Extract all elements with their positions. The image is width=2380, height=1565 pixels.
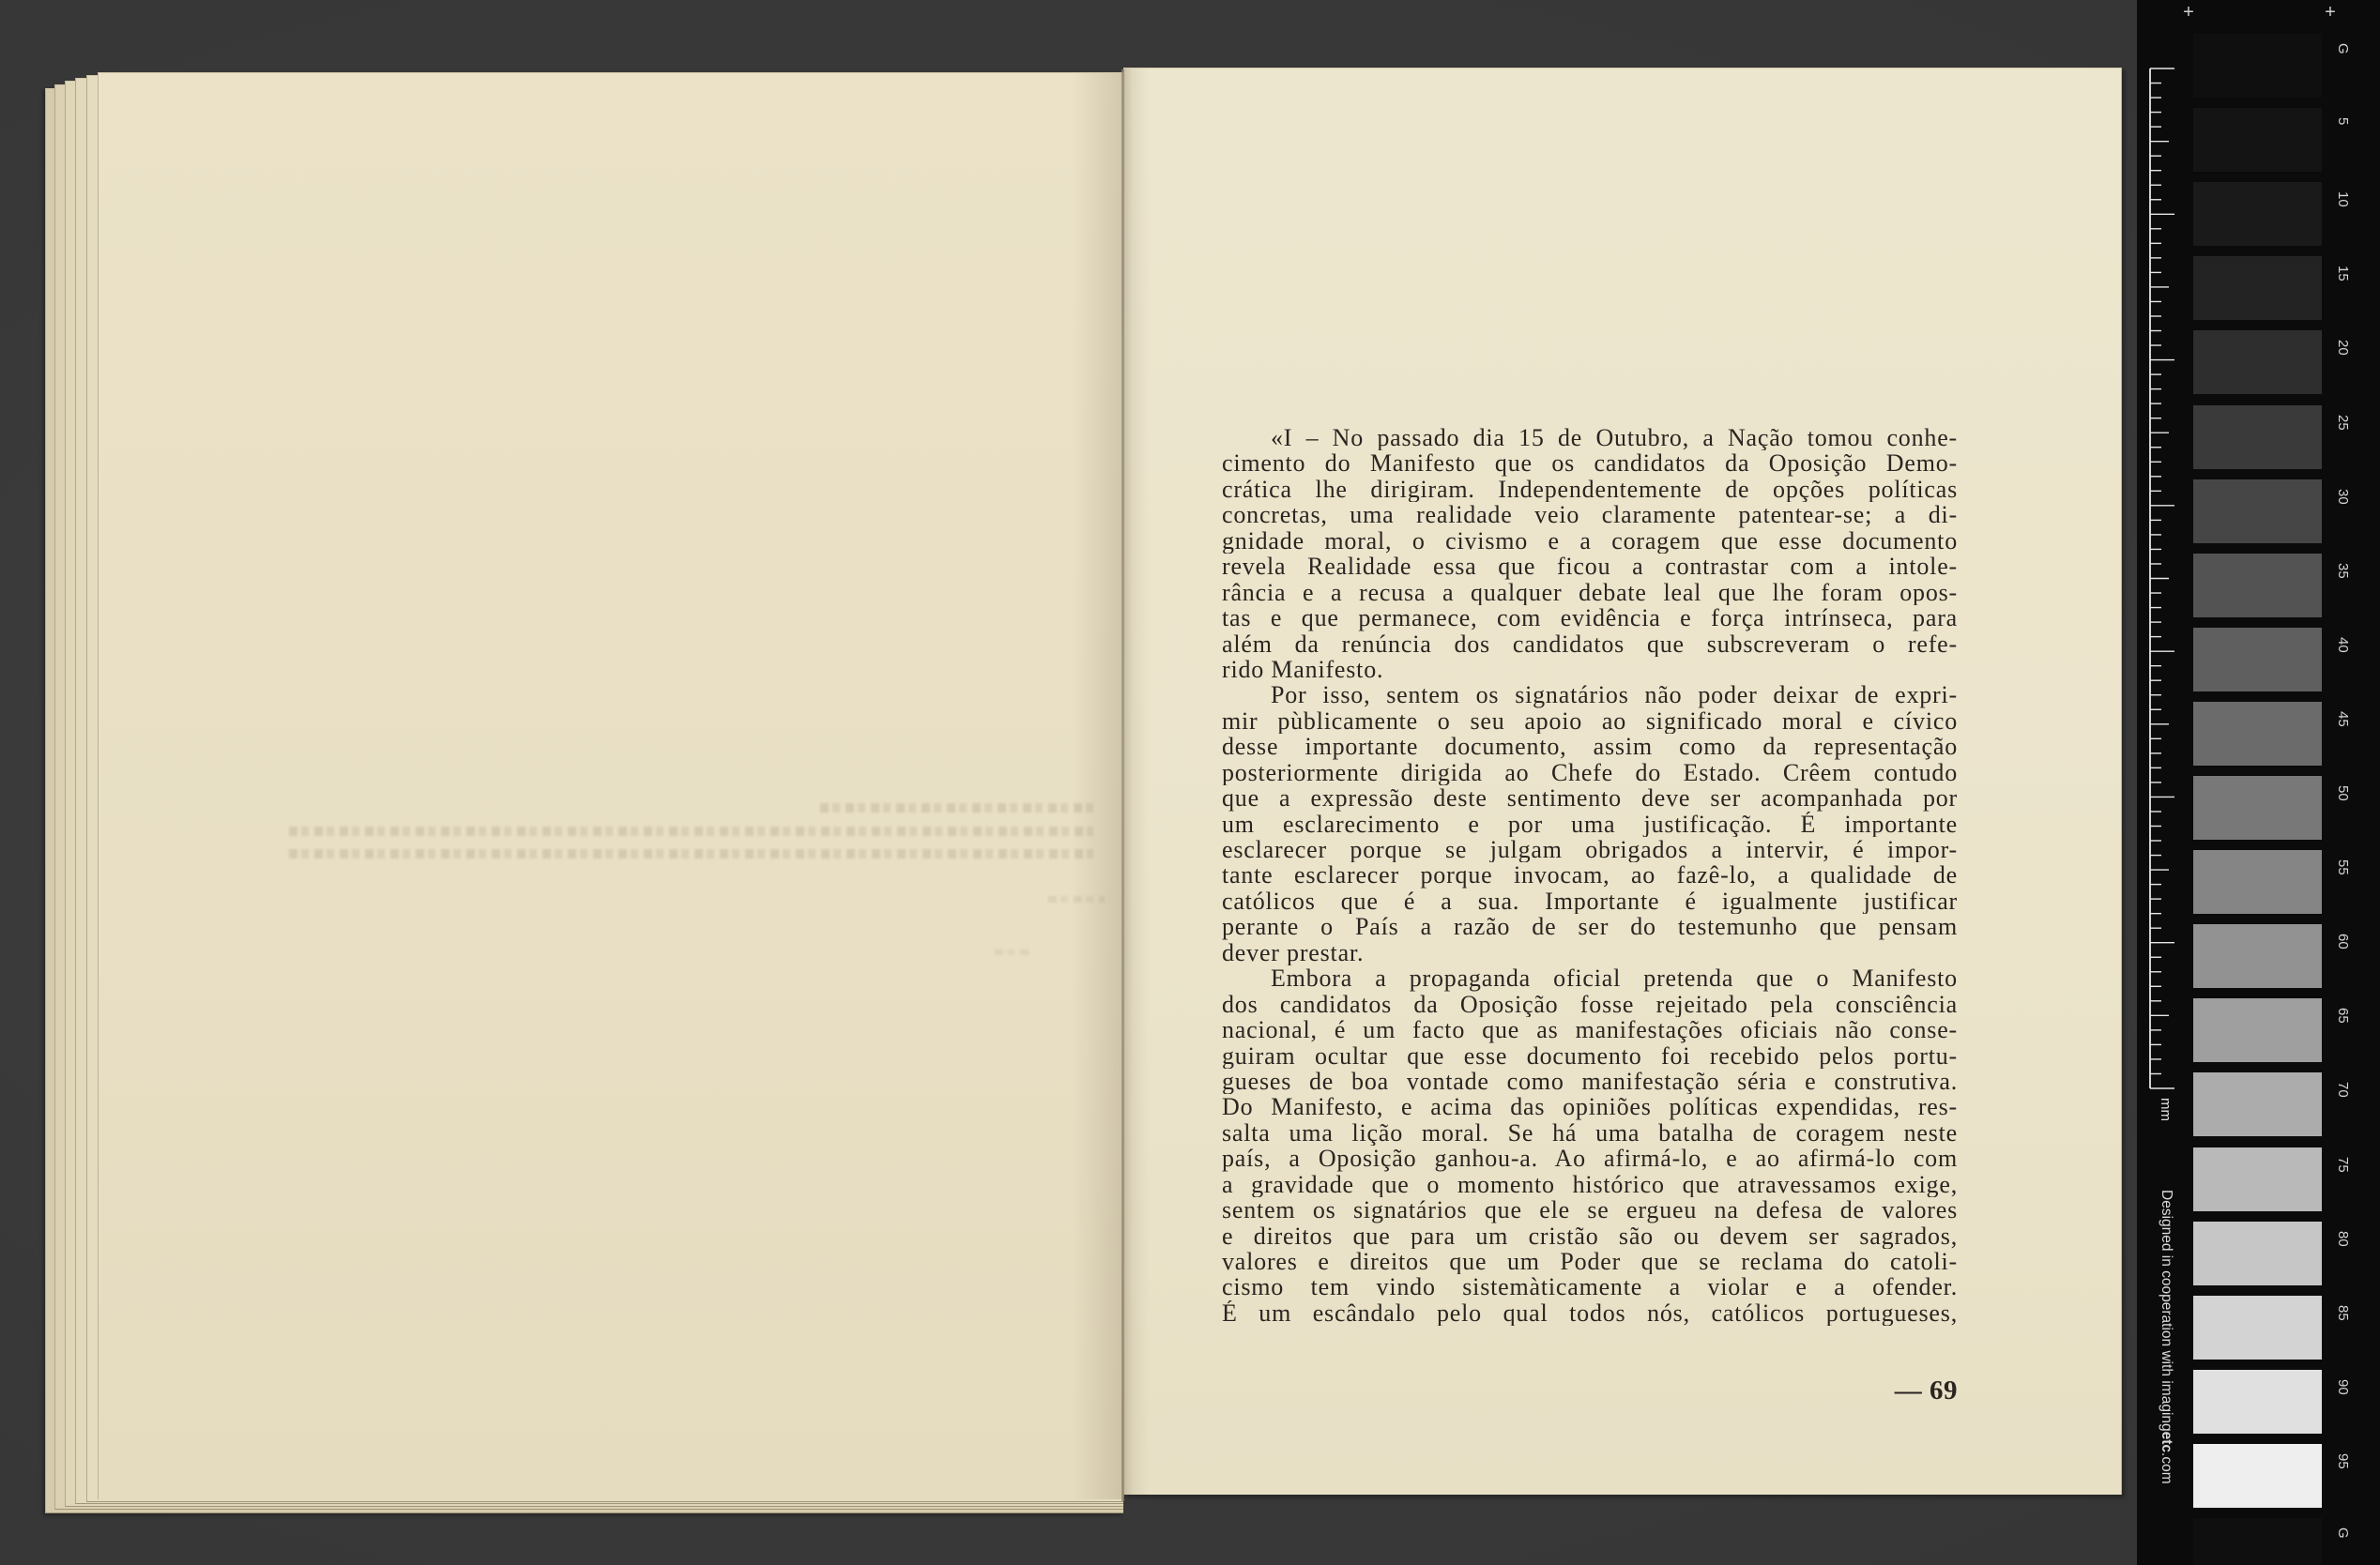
text-line: É um escândalo pelo qual todos nós, católicos portugueses, [1222, 1299, 1958, 1327]
gray-patch [2193, 1296, 2322, 1360]
patch-label: 45 [2335, 710, 2351, 727]
gray-patch [2193, 1222, 2322, 1285]
gray-patch [2193, 776, 2322, 840]
patch-label: 30 [2335, 488, 2351, 505]
ruler-unit-label: mm [2158, 1098, 2174, 1121]
page-number: — 69 [1894, 1375, 1958, 1405]
text-line: rido Manifesto. [1222, 656, 1384, 683]
bleed-through-mark [1048, 896, 1105, 903]
text-line: nacional, é um facto que as manifestações oficiais não conse- [1222, 1017, 1958, 1043]
gray-patch [2193, 34, 2322, 98]
right-page [1123, 68, 2122, 1495]
body-text [1222, 425, 1958, 1326]
book-gutter [1121, 69, 1124, 1501]
text-line: gueses de boa vontade como manifestação séria e construtiva. [1222, 1068, 1958, 1095]
patch-label: G [2335, 1527, 2351, 1539]
patch-label: 40 [2335, 636, 2351, 653]
patch-label: 25 [2335, 414, 2351, 431]
text-line: guiram ocultar que esse documento foi recebido pelos portu- [1222, 1042, 1958, 1069]
text-line: esclarecer porque se julgam obrigados a intervir, é impor- [1222, 837, 1958, 863]
patch-label: 10 [2335, 191, 2351, 207]
patch-label: 75 [2335, 1156, 2351, 1173]
gray-scale-strip [2137, 0, 2380, 1565]
text-line: Embora a propaganda oficial pretenda que o Manifesto [1271, 965, 1958, 992]
gray-patch [2193, 108, 2322, 172]
gray-patch [2193, 850, 2322, 914]
text-line: sentem os signatários que ele se ergueu na defesa de valores [1222, 1197, 1958, 1223]
calibration-target [2137, 0, 2380, 1565]
text-line: rância e a recusa a qualquer debate leal que lhe foram opos- [1222, 579, 1958, 606]
crosshair-mark: + [2325, 2, 2336, 23]
text-line: a gravidade que o momento histórico que atravessamos exige, [1222, 1171, 1958, 1198]
gray-patch [2193, 330, 2322, 394]
left-page [98, 72, 1123, 1499]
gray-patch [2193, 182, 2322, 246]
text-line: mir pùblicamente o seu apoio ao significado moral e cívico [1222, 707, 1958, 735]
text-line: que a expressão deste sentimento deve ser acompanhada por [1222, 785, 1958, 812]
text-line: gnidade moral, o civismo e a coragem que esse documento [1222, 527, 1958, 555]
gray-patch [2193, 702, 2322, 766]
gray-patch [2193, 1370, 2322, 1434]
patch-label: 5 [2335, 117, 2351, 126]
paragraph [1222, 425, 1958, 682]
text-line: dever prestar. [1222, 939, 1365, 966]
bleed-through-mark [289, 849, 1093, 858]
gray-patch [2193, 924, 2322, 988]
gray-patch [2193, 256, 2322, 320]
patch-label: 80 [2335, 1230, 2351, 1247]
gray-patch [2193, 479, 2322, 543]
patch-label: 65 [2335, 1008, 2351, 1024]
gray-patch [2193, 998, 2322, 1062]
text-line: além da renúncia dos candidatos que subscreveram o refe- [1222, 631, 1958, 657]
text-line: posteriormente dirigida ao Chefe do Estado. Crêem contudo [1222, 759, 1958, 786]
text-line: crática lhe dirigiram. Independentemente de opções políticas [1222, 476, 1958, 503]
credit-prefix: Designed in cooperation with imaging [2159, 1190, 2174, 1432]
gray-patch [2193, 405, 2322, 469]
text-line: cismo tem vindo sistemàticamente a violar e a ofender. [1222, 1274, 1958, 1300]
bleed-through-mark [289, 827, 1093, 836]
text-line: revela Realidade essa que ficou a contrastar com a intole- [1222, 554, 1958, 580]
gray-patch [2193, 1072, 2322, 1136]
bleed-through-mark [820, 803, 1093, 813]
text-line: tas e que permanece, com evidência e força intrínseca, para [1222, 605, 1958, 631]
patch-label: 15 [2335, 266, 2351, 281]
patch-label: 85 [2335, 1304, 2351, 1321]
text-line: um esclarecimento e por uma justificação. É importante [1222, 811, 1958, 837]
text-line: e direitos que para um cristão são ou devem ser sagrados, [1222, 1223, 1958, 1249]
gray-patch [2193, 628, 2322, 691]
text-line: cimento do Manifesto que os candidatos da Oposição Demo- [1222, 450, 1958, 477]
text-line: salta uma lição moral. Se há uma batalha de coragem neste [1222, 1119, 1958, 1147]
gray-patch [2193, 1444, 2322, 1508]
patch-label: 90 [2335, 1378, 2351, 1395]
gray-patch [2193, 1518, 2322, 1565]
paragraph [1222, 682, 1958, 965]
patch-label: 95 [2335, 1452, 2351, 1469]
patch-label: G [2335, 43, 2351, 54]
text-line: concretas, uma realidade veio claramente patentear-se; a di- [1222, 502, 1958, 528]
text-line: valores e direitos que um Poder que se reclama do catoli- [1222, 1249, 1958, 1275]
patch-label: 50 [2335, 785, 2351, 801]
gray-patch [2193, 554, 2322, 617]
text-line: Por isso, sentem os signatários não poder deixar de expri- [1271, 682, 1958, 708]
bleed-through-mark [995, 950, 1032, 955]
crosshair-mark: + [2183, 2, 2194, 23]
text-line: dos candidatos da Oposição fosse rejeitado pela consciência [1222, 991, 1958, 1018]
patch-label: 60 [2335, 934, 2351, 950]
credit-suffix: .com [2159, 1452, 2174, 1484]
gray-patch [2193, 1147, 2322, 1211]
text-line: católicos que é a sua. Importante é igualmente justificar [1222, 888, 1958, 915]
patch-label: 55 [2335, 859, 2351, 875]
text-line: tante esclarecer porque invocam, ao fazê-lo, a qualidade de [1222, 862, 1958, 889]
text-line: Do Manifesto, e acima das opiniões políticas expendidas, res- [1222, 1094, 1958, 1120]
patch-label: 35 [2335, 562, 2351, 579]
text-line: perante o País a razão de ser do testemunho que pensam [1222, 914, 1958, 940]
paragraph [1222, 965, 1958, 1326]
text-line: desse importante documento, assim como da representação [1222, 734, 1958, 760]
text-line: «I – No passado dia 15 de Outubro, a Nação tomou conhe- [1271, 425, 1958, 451]
patch-label: 70 [2335, 1082, 2351, 1099]
text-line: país, a Oposição ganhou-a. Ao afirmá-lo, e ao afirmá-lo com [1222, 1146, 1958, 1172]
credit-brand: etc [2159, 1431, 2174, 1453]
patch-label: 20 [2335, 340, 2351, 357]
